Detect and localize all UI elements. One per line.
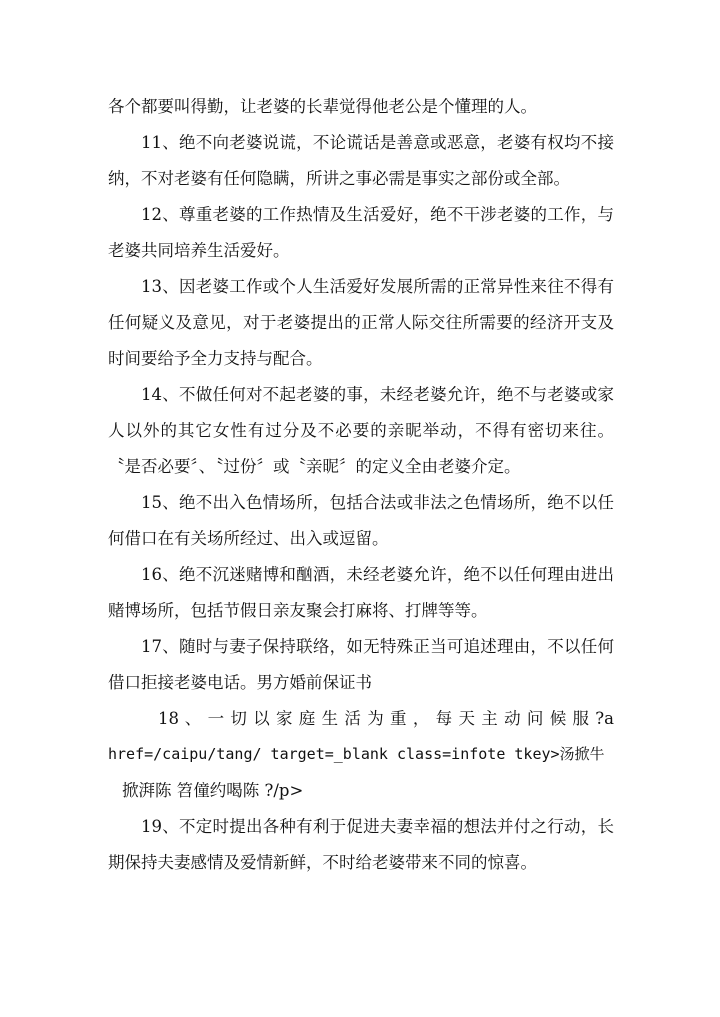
- item-14-line-1: 14、不做任何对不起老婆的事，未经老婆允许，绝不与老婆或家: [141, 385, 614, 404]
- item-13-line-3: 时间要给予全力支持与配合。: [108, 349, 323, 368]
- item-18-line-3: 掀湃陈 笤僮约喝陈 ?/p>: [122, 781, 304, 800]
- text-line: 各个都要叫得勤，让老婆的长辈觉得他老公是个懂理的人。: [108, 97, 537, 116]
- item-11-line-1: 11、绝不向老婆说谎，不论谎话是善意或恶意，老婆有权均不接: [141, 133, 614, 152]
- item-16-line-2: 赌博场所，包括节假日亲友聚会打麻将、打牌等等。: [108, 601, 488, 620]
- item-18-line-1: 18 、 一 切 以 家 庭 生 活 为 重 ， 每 天 主 动 问 候 服 ?a: [158, 709, 614, 728]
- item-12-line-2: 老婆共同培养生活爱好。: [108, 241, 290, 260]
- item-11-line-2: 纳，不对老婆有任何隐瞒，所讲之事必需是事实之部份或全部。: [108, 169, 570, 188]
- document-body: [108, 93, 614, 876]
- item-16-line-1: 16、绝不沉迷赌博和酗酒，未经老婆允许，绝不以任何理由进出: [141, 565, 614, 584]
- item-17-line-1: 17、随时与妻子保持联络，如无特殊正当可追述理由，不以任何: [141, 637, 614, 656]
- item-15-line-2: 何借口在有关场所经过、出入或逗留。: [108, 529, 389, 548]
- item-19-line-1: 19、不定时提出各种有利于促进夫妻幸福的想法并付之行动，长: [141, 817, 614, 836]
- item-13-line-2: 任何疑义及意见，对于老婆提出的正常人际交往所需要的经济开支及: [108, 313, 614, 332]
- item-19-line-2: 期保持夫妻感情及爱情新鲜，不时给老婆带来不同的惊喜。: [108, 853, 537, 872]
- item-18-line-2: href=/caipu/tang/ target=_blank class=infote tkey>汤掀牛: [108, 745, 605, 763]
- item-13-line-1: 13、因老婆工作或个人生活爱好发展所需的正常异性来往不得有: [141, 277, 614, 296]
- item-14-line-3: 〝是否必要〞、〝过份〞或〝亲昵〞的定义全由老婆介定。: [108, 457, 521, 476]
- item-17-line-2: 借口拒接老婆电话。男方婚前保证书: [108, 673, 372, 692]
- item-14-line-2: 人以外的其它女性有过分及不必要的亲昵举动，不得有密切来往。: [108, 421, 614, 440]
- item-15-line-1: 15、绝不出入色情场所，包括合法或非法之色情场所，绝不以任: [141, 493, 614, 512]
- item-12-line-1: 12、尊重老婆的工作热情及生活爱好，绝不干涉老婆的工作，与: [141, 205, 614, 224]
